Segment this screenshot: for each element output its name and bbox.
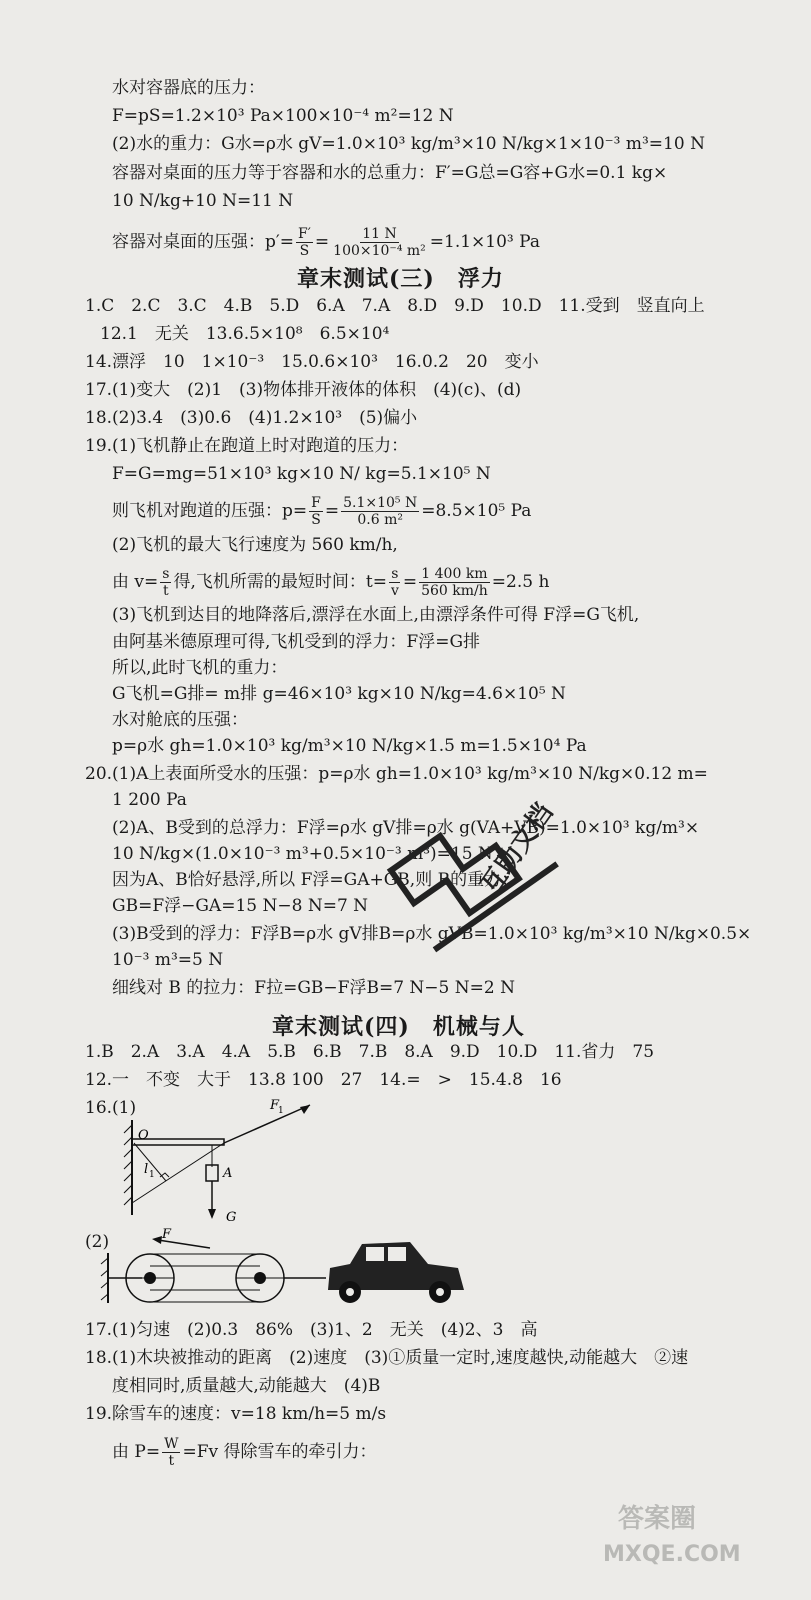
watermark-text: 互助文档 bbox=[474, 798, 560, 901]
text-line: (2)飞机的最大飞行速度为 560 km/h, bbox=[112, 535, 398, 555]
label-F: F bbox=[162, 1228, 172, 1242]
text-line: F=pS=1.2×10³ Pa×100×10⁻⁴ m²=12 N bbox=[112, 106, 454, 126]
text-line: 10 N/kg+10 N=11 N bbox=[112, 191, 294, 211]
text-line: 水对容器底的压力： bbox=[112, 78, 265, 98]
answer-row: 1.B 2.A 3.A 4.A 5.B 6.B 7.B 8.A 9.D 10.D 11.省力 75 bbox=[85, 1042, 655, 1062]
pulley-car-diagram bbox=[100, 1228, 480, 1313]
text-line: (2) bbox=[85, 1232, 110, 1252]
text-line: 16.(1) bbox=[85, 1098, 137, 1118]
fraction: $\frac{11 N}{\text{100×10⁻⁴ m²}}$ bbox=[333, 226, 426, 260]
answer-row: 17.(1)匀速 (2)0.3 86% (3)1、2 无关 (4)2、3 高 bbox=[85, 1320, 538, 1340]
formula-line: 容器对桌面的压强：p′= $\frac{F'}{S}$ = $\frac{11 N}{\text{100×10⁻⁴ m²}}$ =1.1×10³ Pa bbox=[112, 226, 540, 260]
text-line: GB=F浮−GA=15 N−8 N=7 N bbox=[112, 896, 369, 916]
lever-diagram bbox=[120, 1095, 320, 1225]
label-A: A bbox=[223, 1166, 233, 1181]
fraction: $\frac{s}{t}$ bbox=[162, 566, 170, 600]
fraction: $\frac{1 400 km}{560 km/h}$ bbox=[421, 566, 488, 600]
answer-row: 18.(2)3.4 (3)0.6 (4)1.2×10³ (5)偏小 bbox=[85, 408, 418, 428]
text-line: F=G=mg=51×10³ kg×10 N/ kg=5.1×10⁵ N bbox=[112, 464, 491, 484]
label-G: G bbox=[226, 1210, 237, 1225]
label-F1-sub: 1 bbox=[278, 1106, 284, 1116]
answer-row: 1.C 2.C 3.C 4.B 5.D 6.A 7.A 8.D 9.D 10.D 11.受到 竖直向上 bbox=[85, 296, 705, 316]
text-line: 容器对桌面的压力等于容器和水的总重力：F′=G总=G容+G水=0.1 kg× bbox=[112, 163, 668, 183]
text-line: (3)飞机到达目的地降落后,漂浮在水面上,由漂浮条件可得 F浮=G飞机, bbox=[112, 605, 640, 625]
text-line: 因为A、B恰好悬浮,所以 F浮=GA+GB,则 B的重力： bbox=[112, 870, 519, 890]
text-line: 细线对 B 的拉力：F拉=GB−F浮B=7 N−5 N=2 N bbox=[112, 978, 515, 998]
answer-row: 14.漂浮 10 1×10⁻³ 15.0.6×10³ 16.0.2 20 变小 bbox=[85, 352, 539, 372]
site-logo: 答案圈 MXQE.COM bbox=[603, 1504, 741, 1567]
fraction: $\frac{F}{S}$ bbox=[311, 495, 321, 529]
fraction: $\frac{\text{5.1×10⁵ N}}{\text{0.6 m²}}$ bbox=[343, 495, 418, 529]
text-line: (2)水的重力：G水=ρ水 gV=1.0×10³ kg/m³×10 N/kg×1×10⁻³ m³=10 N bbox=[112, 134, 705, 154]
text-line: 10 N/kg×(1.0×10⁻³ m³+0.5×10⁻³ m³)=15 N bbox=[112, 844, 493, 864]
answer-row: 12.一 不变 大于 13.8 100 27 14.= > 15.4.8 16 bbox=[85, 1070, 562, 1090]
text-line: 度相同时,质量越大,动能越大 (4)B bbox=[112, 1376, 381, 1396]
fraction: $\frac{s}{v}$ bbox=[390, 566, 399, 600]
text-line: 19.(1)飞机静止在跑道上时对跑道的压力： bbox=[85, 436, 409, 456]
text-line: (2)A、B受到的总浮力：F浮=ρ水 gV排=ρ水 g(VA+VB)=1.0×10³ kg/m³× bbox=[112, 818, 700, 838]
section-title: 章末测试(四) 机械与人 bbox=[272, 1014, 525, 1040]
section-title: 章末测试(三) 浮力 bbox=[297, 266, 504, 292]
car-icon bbox=[328, 1242, 464, 1303]
text-line: 水对舱底的压强： bbox=[112, 710, 248, 730]
label-O: O bbox=[138, 1128, 149, 1143]
label-l1-sub: 1 bbox=[149, 1170, 155, 1180]
label-F1: F bbox=[270, 1098, 280, 1113]
fraction: $\frac{W}{t}$ bbox=[164, 1436, 179, 1470]
formula-line: 由 P= $\frac{W}{t}$ =Fv 得除雪车的牵引力： bbox=[112, 1436, 377, 1470]
text-line: G飞机=G排= m排 g=46×10³ kg×10 N/kg=4.6×10⁵ N bbox=[112, 684, 566, 704]
text-line: 10⁻³ m³=5 N bbox=[112, 950, 224, 970]
fraction: $\frac{F'}{S}$ bbox=[298, 226, 311, 260]
text-line: 1 200 Pa bbox=[112, 790, 187, 810]
text-line: 18.(1)木块被推动的距离 (2)速度 (3)①质量一定时,速度越快,动能越大 ②速 bbox=[85, 1348, 689, 1368]
text-line: 20.(1)A上表面所受水的压强：p=ρ水 gh=1.0×10³ kg/m³×10 N/kg×0.12 m= bbox=[85, 764, 708, 784]
text-line: (3)B受到的浮力：F浮B=ρ水 gV排B=ρ水 gVB=1.0×10³ kg/m³×10 N/kg×0.5× bbox=[112, 924, 752, 944]
text-line: 所以,此时飞机的重力： bbox=[112, 658, 288, 678]
answer-row: 12.1 无关 13.6.5×10⁸ 6.5×10⁴ bbox=[100, 324, 390, 344]
label-l1: l bbox=[144, 1162, 149, 1177]
text-line: p=ρ水 gh=1.0×10³ kg/m³×10 N/kg×1.5 m=1.5×10⁴ Pa bbox=[112, 736, 587, 756]
formula-line: 由 v= $\frac{s}{t}$ 得,飞机所需的最短时间：t= $\frac{s}{v}$ = $\frac{1 400 km}{560 km/h}$ =2.5 h bbox=[112, 566, 550, 600]
formula-line: 则飞机对跑道的压强：p= $\frac{F}{S}$ = $\frac{\text{5.1×10⁵ N}}{\text{0.6 m²}}$ =8.5×10⁵ Pa bbox=[112, 495, 532, 529]
text-line: 19.除雪车的速度：v=18 km/h=5 m/s bbox=[85, 1404, 387, 1424]
text-line: 由阿基米德原理可得,飞机受到的浮力：F浮=G排 bbox=[112, 632, 481, 652]
answer-row: 17.(1)变大 (2)1 (3)物体排开液体的体积 (4)(c)、(d) bbox=[85, 380, 522, 400]
